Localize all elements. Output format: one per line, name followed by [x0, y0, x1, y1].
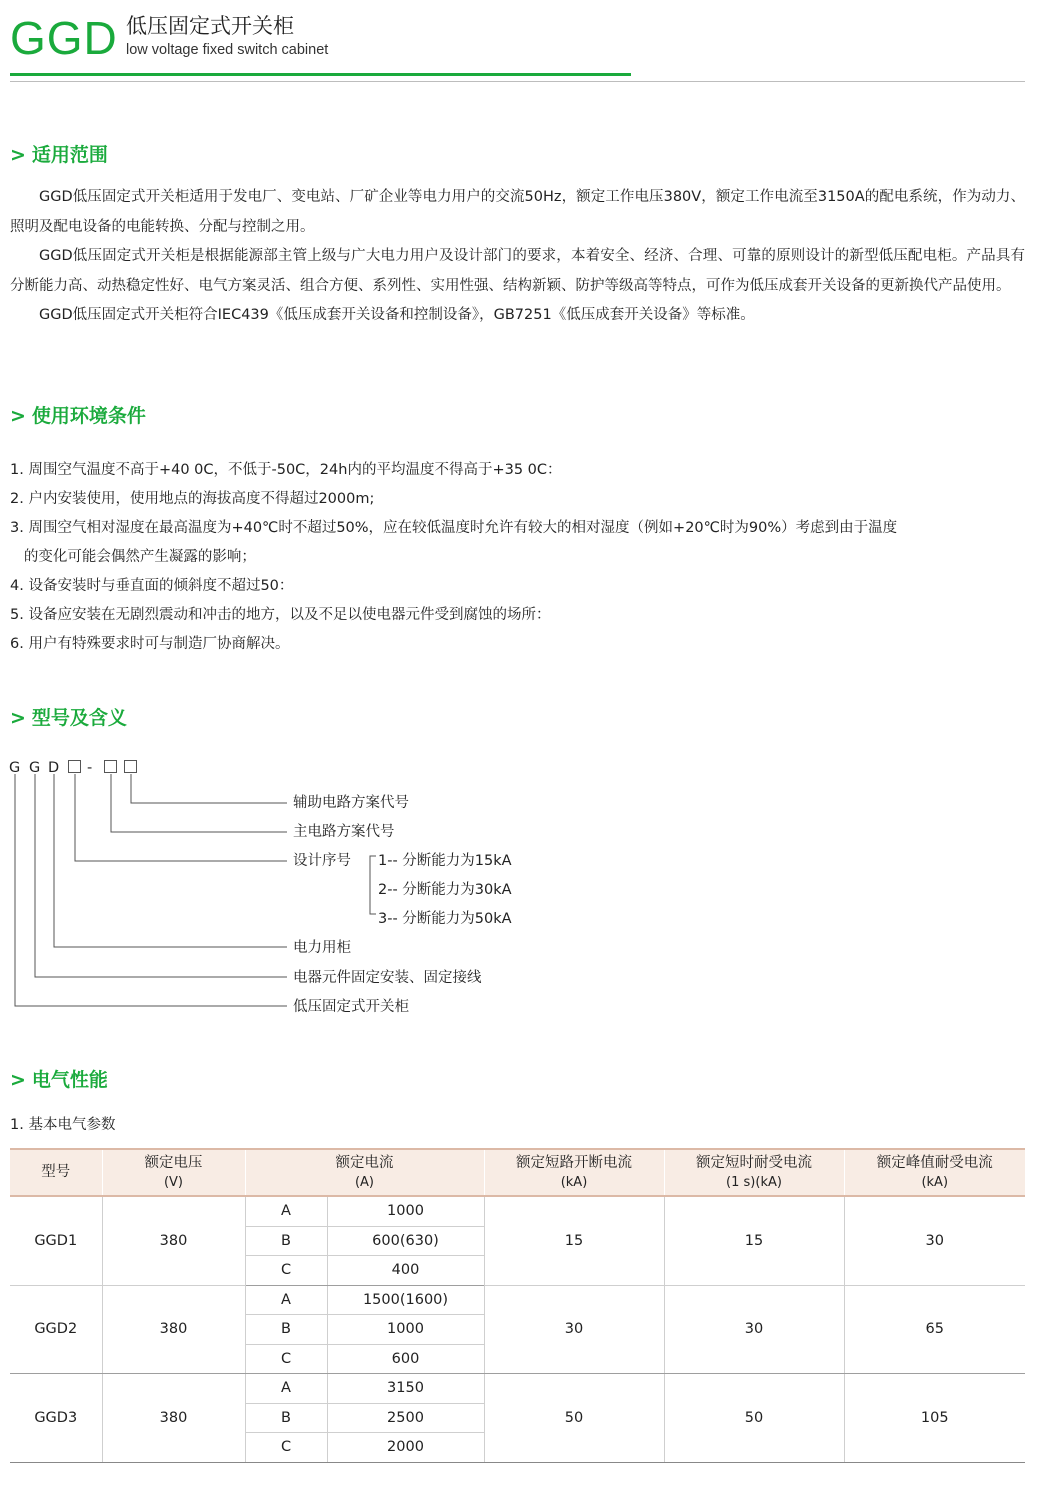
cell-short-time: 50 — [664, 1374, 844, 1463]
env-item-6: 6. 用户有特殊要求时可与制造厂协商解决。 — [10, 636, 290, 652]
label-design-seq: 设计序号 — [293, 853, 351, 869]
cell-short-time: 30 — [664, 1285, 844, 1374]
cell-current-grade: C — [245, 1344, 327, 1374]
label-main-circuit: 主电路方案代号 — [293, 824, 395, 840]
connector-aux — [131, 774, 287, 803]
cell-voltage: 380 — [102, 1374, 245, 1463]
scope-paragraph-2: GGD低压固定式开关柜是根据能源部主管上级与广大电力用户及设计部门的要求，本着安全、经济、合理、可靠的原则设计的新型低压配电柜。产品具有分断能力高、动热稳定性好、电气方案灵活、组合方便、系列性、实用性强、结构新颖、防护等级高等特点，可作为低压成套开关设备的更新换代产品使用。 — [10, 248, 1025, 294]
cell-current-grade: C — [245, 1433, 327, 1463]
label-option-2: 2-- 分断能力为30kA — [378, 882, 512, 898]
options-bracket — [370, 856, 376, 914]
electrical-params-table — [10, 1148, 1025, 1463]
cell-current-value: 2000 — [327, 1433, 484, 1463]
table-row — [10, 1285, 1025, 1315]
code-letter-g2: G — [29, 760, 41, 776]
table-row — [10, 1374, 1025, 1404]
cell-current-value: 1500(1600) — [327, 1285, 484, 1315]
chevron-right-icon: > — [10, 707, 26, 729]
electrical-subheading: 1. 基本电气参数 — [10, 1117, 116, 1133]
label-fixed-install: 电器元件固定安装、固定接线 — [293, 970, 482, 986]
page-title-en: low voltage fixed switch cabinet — [126, 42, 329, 58]
env-item-4: 4. 设备安装时与垂直面的倾斜度不超过50： — [10, 578, 294, 594]
th-voltage: 额定电压 (V) — [102, 1149, 245, 1196]
cell-model: GGD1 — [10, 1196, 102, 1285]
scope-paragraph-3: GGD低压固定式开关柜符合IEC439《低压成套开关设备和控制设备》，GB7251《低压成套开关设备》等标准。 — [39, 307, 755, 323]
env-item-3-cont: 的变化可能会偶然产生凝露的影响； — [10, 549, 256, 565]
cell-current-grade: A — [245, 1374, 327, 1404]
label-option-3: 3-- 分断能力为50kA — [378, 911, 512, 927]
cell-current-value: 1000 — [327, 1196, 484, 1226]
cell-peak: 105 — [844, 1374, 1025, 1463]
section-heading-electrical: > 电气性能 — [10, 1069, 108, 1091]
cell-current-grade: B — [245, 1226, 327, 1256]
cell-current-grade: B — [245, 1315, 327, 1345]
cell-model: GGD2 — [10, 1285, 102, 1374]
code-box-aux — [125, 761, 137, 773]
connector-design — [75, 774, 287, 861]
th-short-time: 额定短时耐受电流 (1 s)(kA) — [664, 1149, 844, 1196]
chevron-right-icon: > — [10, 1069, 26, 1091]
cell-current-value: 3150 — [327, 1374, 484, 1404]
cell-current-grade: A — [245, 1196, 327, 1226]
chevron-right-icon: > — [10, 405, 26, 427]
env-item-5: 5. 设备应安装在无剧烈震动和冲击的地方，以及不足以使电器元件受到腐蚀的场所： — [10, 607, 551, 623]
th-peak: 额定峰值耐受电流 (kA) — [844, 1149, 1025, 1196]
brand-logo-text: GGD — [10, 12, 118, 64]
cell-voltage: 380 — [102, 1285, 245, 1374]
cell-breaking: 50 — [484, 1374, 664, 1463]
section-heading-environment: > 使用环境条件 — [10, 405, 146, 427]
cell-peak: 65 — [844, 1285, 1025, 1374]
cell-model: GGD3 — [10, 1374, 102, 1463]
cell-breaking: 15 — [484, 1196, 664, 1285]
cell-current-value: 400 — [327, 1256, 484, 1286]
label-option-1: 1-- 分断能力为15kA — [378, 853, 512, 869]
cell-current-value: 1000 — [327, 1315, 484, 1345]
code-letter-d: D — [48, 760, 60, 776]
th-current: 额定电流 (A) — [245, 1149, 484, 1196]
section-heading-scope: > 适用范围 — [10, 144, 108, 166]
th-breaking: 额定短路开断电流 (kA) — [484, 1149, 664, 1196]
table-row — [10, 1196, 1025, 1226]
cell-current-grade: B — [245, 1403, 327, 1433]
cell-short-time: 15 — [664, 1196, 844, 1285]
code-dash: - — [87, 760, 93, 776]
cell-current-value: 600 — [327, 1344, 484, 1374]
label-aux-circuit: 辅助电路方案代号 — [293, 795, 409, 811]
cell-voltage: 380 — [102, 1196, 245, 1285]
cell-current-grade: A — [245, 1285, 327, 1315]
model-code-diagram — [0, 750, 600, 1030]
header-divider — [10, 81, 1025, 82]
scope-paragraph-1: GGD低压固定式开关柜适用于发电厂、变电站、厂矿企业等电力用户的交流50Hz，额定工作电压380V，额定工作电流至3150A的配电系统，作为动力、照明及配电设备的电能转换、分配与控制之用。 — [10, 189, 1025, 235]
chevron-right-icon: > — [10, 144, 26, 166]
scope-text — [10, 183, 1025, 331]
th-model: 型号 — [10, 1149, 102, 1196]
code-letter-g1: G — [9, 760, 21, 776]
label-low-voltage: 低压固定式开关柜 — [293, 999, 409, 1015]
section-heading-model: > 型号及含义 — [10, 707, 127, 729]
cell-peak: 30 — [844, 1196, 1025, 1285]
header-accent-rule — [10, 73, 631, 76]
cell-current-value: 2500 — [327, 1403, 484, 1433]
code-box-design — [69, 761, 81, 773]
env-item-2: 2. 户内安装使用，使用地点的海拔高度不得超过2000m; — [10, 491, 375, 507]
cell-breaking: 30 — [484, 1285, 664, 1374]
code-box-main — [105, 761, 117, 773]
cell-current-grade: C — [245, 1256, 327, 1286]
env-item-1: 1. 周围空气温度不高于+40 0C，不低于-50C，24h内的平均温度不得高于+35 0C： — [10, 462, 562, 478]
page-title-cn: 低压固定式开关柜 — [126, 14, 294, 38]
table-header-row — [10, 1149, 1025, 1196]
cell-current-value: 600(630) — [327, 1226, 484, 1256]
connector-lowvolt — [15, 774, 287, 1006]
env-item-3: 3. 周围空气相对湿度在最高温度为+40℃时不超过50%，应在较低温度时允许有较大的相对湿度（例如+20℃时为90%）考虑到由于温度 — [10, 520, 898, 536]
label-power-cabinet: 电力用柜 — [293, 940, 351, 956]
